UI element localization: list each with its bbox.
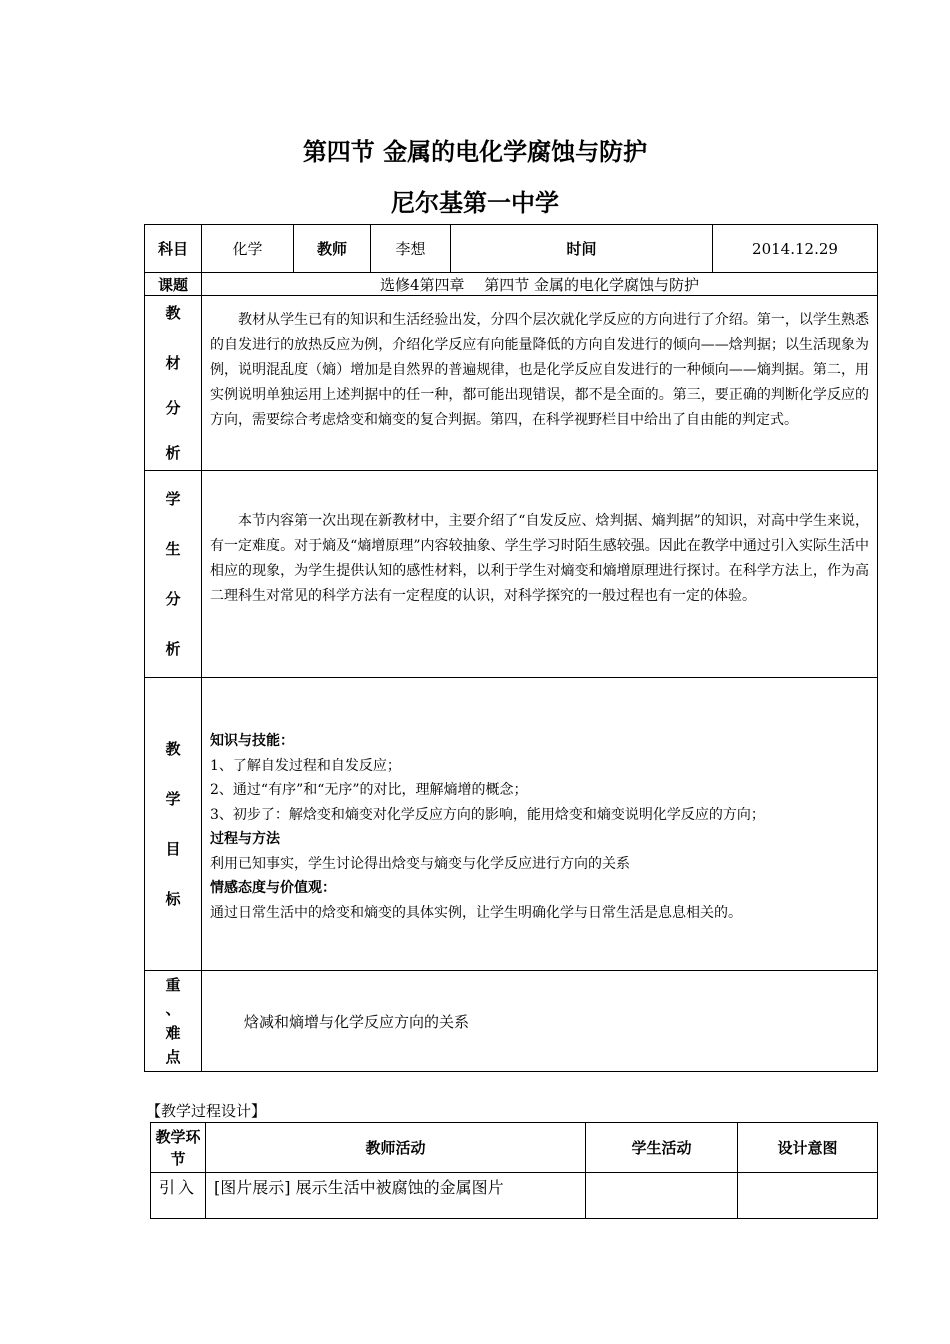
time-value: 2014.12.29 — [713, 225, 878, 273]
knowledge-heading: 知识与技能： — [210, 733, 294, 749]
design-intent-header: 设计意图 — [738, 1123, 878, 1173]
objectives-content — [202, 678, 878, 971]
school-name: 尼尔基第一中学 — [391, 189, 559, 217]
student-activity-cell — [586, 1173, 738, 1219]
document-title: 第四节 金属的电化学腐蚀与防护 — [302, 138, 648, 166]
material-analysis-row — [145, 296, 878, 471]
student-analysis-row — [145, 471, 878, 678]
student-analysis-text: 本节内容第一次出现在新教材中，主要介绍了“自发反应、焓判据、熵判据”的知识，对高中学生来说，有一定难度。对于熵及“熵增原理”内容较抽象、学生学习时陌生感较强。因此在教学中通过引入实际生活中相应的现象，为学生提供认知的感性材料，以利于学生对熵变和熵增原理进行探讨。在科学方法上，作为高二理科生对常见的科学方法有一定程度的认识，对科学探究的一般过程也有一定的体验。 — [202, 471, 878, 678]
topic-row — [145, 273, 878, 296]
teacher-value: 李想 — [371, 225, 451, 273]
stage-cell: 引入 — [151, 1173, 206, 1219]
objectives-row — [145, 678, 878, 971]
process-heading: 过程与方法 — [210, 831, 280, 847]
design-intent-cell — [738, 1173, 878, 1219]
objectives-label: 教 学 目 标 — [145, 678, 202, 971]
key-points-text: 焓减和熵增与化学反应方向的关系 — [202, 971, 878, 1072]
material-analysis-text: 教材从学生已有的知识和生活经验出发，分四个层次就化学反应的方向进行了介绍。第一，以学生熟悉的自发进行的放热反应为例，介绍化学反应有向能量降低的方向自发进行的倾向——焓判据；以生活现象为例，说明混乱度（熵）增加是自然界的普遍规律，也是化学反应自发进行的一种倾向——熵判据。第二，用实例说明单独运用上述判据中的任一种，都可能出现错误，都不是全面的。第三，要正确的判断化学反应的方向，需要综合考虑焓变和熵变的复合判据。第四，在科学视野栏目中给出了自由能的判定式。 — [202, 296, 878, 471]
emotion-heading: 情感态度与价值观： — [210, 880, 336, 896]
teacher-activity-cell: [图片展示] 展示生活中被腐蚀的金属图片 — [206, 1173, 586, 1219]
process-text: 利用已知事实，学生讨论得出焓变与熵变与化学反应进行方向的关系 — [210, 855, 630, 872]
time-label: 时间 — [451, 225, 713, 273]
process-design-label: 【教学过程设计】 — [146, 1102, 267, 1120]
teacher-label: 教师 — [294, 225, 371, 273]
topic-value: 选修4第四章 第四节 金属的电化学腐蚀与防护 — [202, 273, 878, 296]
key-points-row — [145, 971, 878, 1072]
teacher-activity-header: 教师活动 — [206, 1123, 586, 1173]
key-points-label: 重 、 难 点 — [145, 971, 202, 1072]
table-row — [151, 1173, 878, 1219]
subject-label: 科目 — [145, 225, 202, 273]
objective-item: 3、初步了：解焓变和熵变对化学反应方向的影响，能用焓变和熵变说明化学反应的方向； — [210, 806, 765, 823]
info-row — [145, 225, 878, 273]
student-activity-header: 学生活动 — [586, 1123, 738, 1173]
emotion-text: 通过日常生活中的焓变和熵变的具体实例，让学生明确化学与日常生活是息息相关的。 — [210, 904, 742, 921]
lesson-info-table — [144, 224, 878, 1072]
student-analysis-label: 学 生 分 析 — [145, 471, 202, 678]
objective-item: 2、通过“有序”和“无序”的对比，理解熵增的概念； — [210, 782, 528, 798]
process-header-row — [151, 1123, 878, 1173]
subject-value: 化学 — [202, 225, 294, 273]
objective-item: 1、了解自发过程和自发反应； — [210, 757, 401, 774]
stage-header: 教学环节 — [151, 1123, 206, 1173]
material-analysis-label: 教 材 分 析 — [145, 296, 202, 471]
topic-label: 课题 — [145, 273, 202, 296]
process-design-table — [150, 1122, 878, 1219]
